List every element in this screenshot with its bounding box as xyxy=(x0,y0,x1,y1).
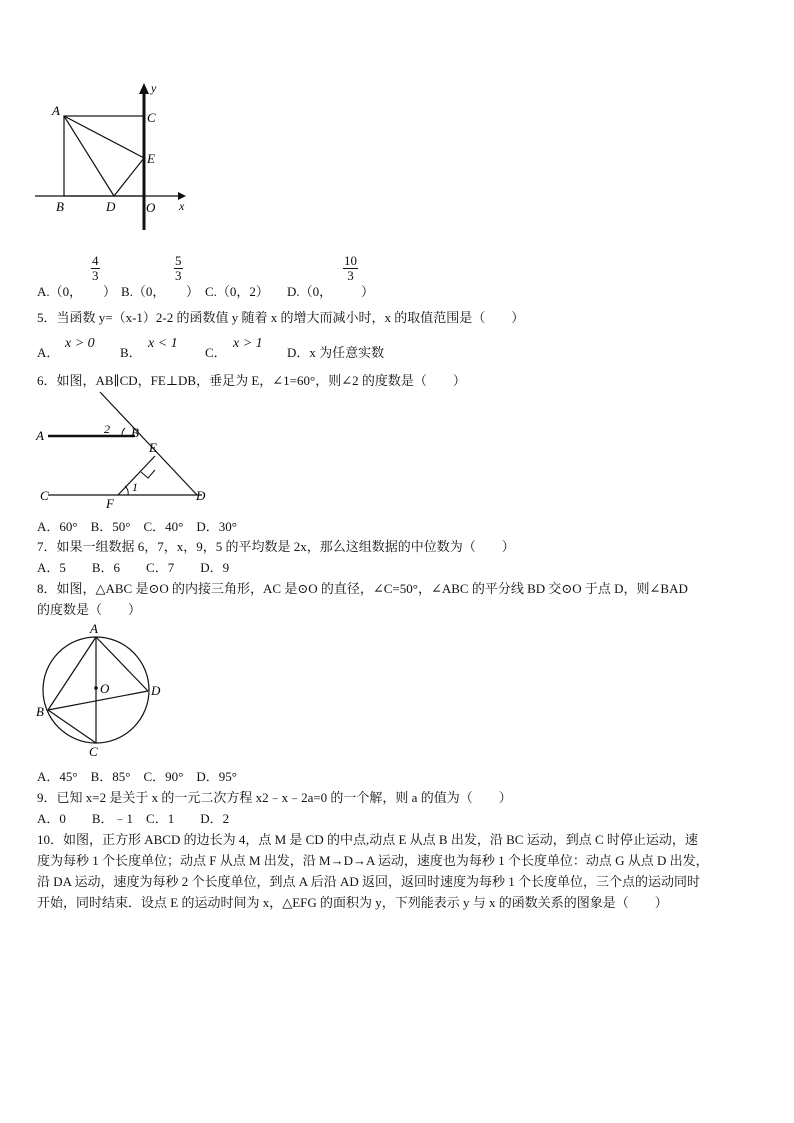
right-angle-mark xyxy=(141,470,155,478)
label-C: C xyxy=(89,744,98,759)
rectangle-ABOC xyxy=(64,116,144,196)
q5-option-d: D．x 为任意实数 xyxy=(287,345,385,360)
label-D: D xyxy=(151,683,161,698)
q4-option-b-fraction xyxy=(174,254,183,283)
label-A: A xyxy=(52,103,60,118)
label-A: A xyxy=(90,621,98,636)
q9-question: 9．已知 x=2 是关于 x 的一元二次方程 x2﹣x﹣2a=0 的一个解，则 a 的值为（ ） xyxy=(37,790,512,805)
label-O: O xyxy=(146,200,156,215)
q6-question: 6．如图，AB∥CD，FE⊥DB，垂足为 E，∠1=60°，则∠2 的度数是（ ） xyxy=(37,373,466,388)
label-C: C xyxy=(40,488,49,503)
q10-question-line4: 开始，同时结束．设点 E 的运动时间为 x，△EFG 的面积为 y，下列能表示 y 与 x 的函数关系的图象是（ ） xyxy=(37,895,668,910)
label-F: F xyxy=(106,496,114,510)
label-1: 1 xyxy=(132,480,138,494)
q5-option-a-math: x > 0 xyxy=(65,336,95,351)
q4-d-denominator: 3 xyxy=(347,268,354,283)
label-2: 2 xyxy=(104,422,110,436)
segment-AE xyxy=(64,116,144,158)
q5-option-a-label: A． xyxy=(37,345,60,360)
label-D: D xyxy=(106,199,116,214)
center-point xyxy=(94,686,98,690)
q4-option-a-suffix: ） xyxy=(103,284,117,299)
label-A: A xyxy=(36,428,44,443)
q4-option-d-suffix: ） xyxy=(361,284,375,299)
q8-figure xyxy=(30,620,170,760)
q4-d-numerator: 10 xyxy=(344,253,357,268)
q4-option-c: C.（0，2） xyxy=(205,284,269,299)
label-E: E xyxy=(149,440,157,455)
q4-option-a-fraction xyxy=(91,254,100,283)
segment-AB xyxy=(48,637,96,710)
label-B: B xyxy=(36,704,44,719)
label-O: O xyxy=(100,681,110,696)
segment-DE xyxy=(114,158,144,196)
label-y: y xyxy=(151,81,157,95)
label-E: E xyxy=(147,151,155,166)
q4-option-d-fraction xyxy=(343,254,358,283)
q5-option-c-math: x > 1 xyxy=(233,336,263,351)
q6-options: A．60° B．50° C．40° D．30° xyxy=(37,519,237,534)
q5-option-b-math: x < 1 xyxy=(148,336,178,351)
q4-a-numerator: 4 xyxy=(92,253,99,268)
q4-option-b-prefix: B.（0， xyxy=(121,284,166,299)
q4-a-denominator: 3 xyxy=(92,268,99,283)
label-B: B xyxy=(131,425,139,440)
q5-option-b-label: B． xyxy=(120,345,142,360)
q9-options: A．0 B．﹣1 C．1 D．2 xyxy=(37,811,230,826)
q7-options: A．5 B．6 C．7 D．9 xyxy=(37,560,230,575)
q4-figure xyxy=(30,78,200,238)
segment-BC xyxy=(48,710,96,743)
q4-b-numerator: 5 xyxy=(175,253,182,268)
q5-question: 5．当函数 y=（x-1）2-2 的函数值 y 随着 x 的增大而减小时，x 的取值范围是（ ） xyxy=(37,310,525,325)
q4-option-d-prefix: D.（0， xyxy=(287,284,333,299)
q6-figure xyxy=(30,390,220,510)
q10-question-line1: 10．如图，正方形 ABCD 的边长为 4，点 M 是 CD 的中点,动点 E 从点 B 出发，沿 BC 运动，到点 C 时停止运动，速 xyxy=(37,832,698,847)
q4-b-denominator: 3 xyxy=(175,268,182,283)
label-x: x xyxy=(179,199,185,213)
q5-option-c-label: C． xyxy=(205,345,227,360)
segment-AD xyxy=(64,116,114,196)
label-D: D xyxy=(196,488,206,503)
segment-BD xyxy=(48,691,148,710)
q10-question-line2: 度为每秒 1 个长度单位；动点 F 从点 M 出发，沿 M→D→A 运动，速度也为每秒 1 个长度单位：动点 G 从点 D 出发， xyxy=(37,853,709,868)
q8-options: A．45° B．85° C．90° D．95° xyxy=(37,769,237,784)
label-B: B xyxy=(56,199,64,214)
q10-question-line3: 沿 DA 运动，速度为每秒 2 个长度单位，到点 A 后沿 AD 返回，返回时速度为每秒 1 个长度单位，三个点的运动同时 xyxy=(37,874,701,889)
q7-question: 7．如果一组数据 6，7，x，9，5 的平均数是 2x，那么这组数据的中位数为（ ） xyxy=(37,539,515,554)
q8-question-line1: 8．如图，△ABC 是⊙O 的内接三角形，AC 是⊙O 的直径，∠C=50°，∠ABC 的平分线 BD 交⊙O 于点 D，则∠BAD xyxy=(37,581,688,596)
label-C: C xyxy=(147,110,156,125)
q8-question-line2: 的度数是（ ） xyxy=(37,602,142,617)
q4-option-b-suffix: ） xyxy=(186,284,200,299)
y-axis-arrow xyxy=(139,83,149,94)
q4-option-a-prefix: A.（0， xyxy=(37,284,83,299)
